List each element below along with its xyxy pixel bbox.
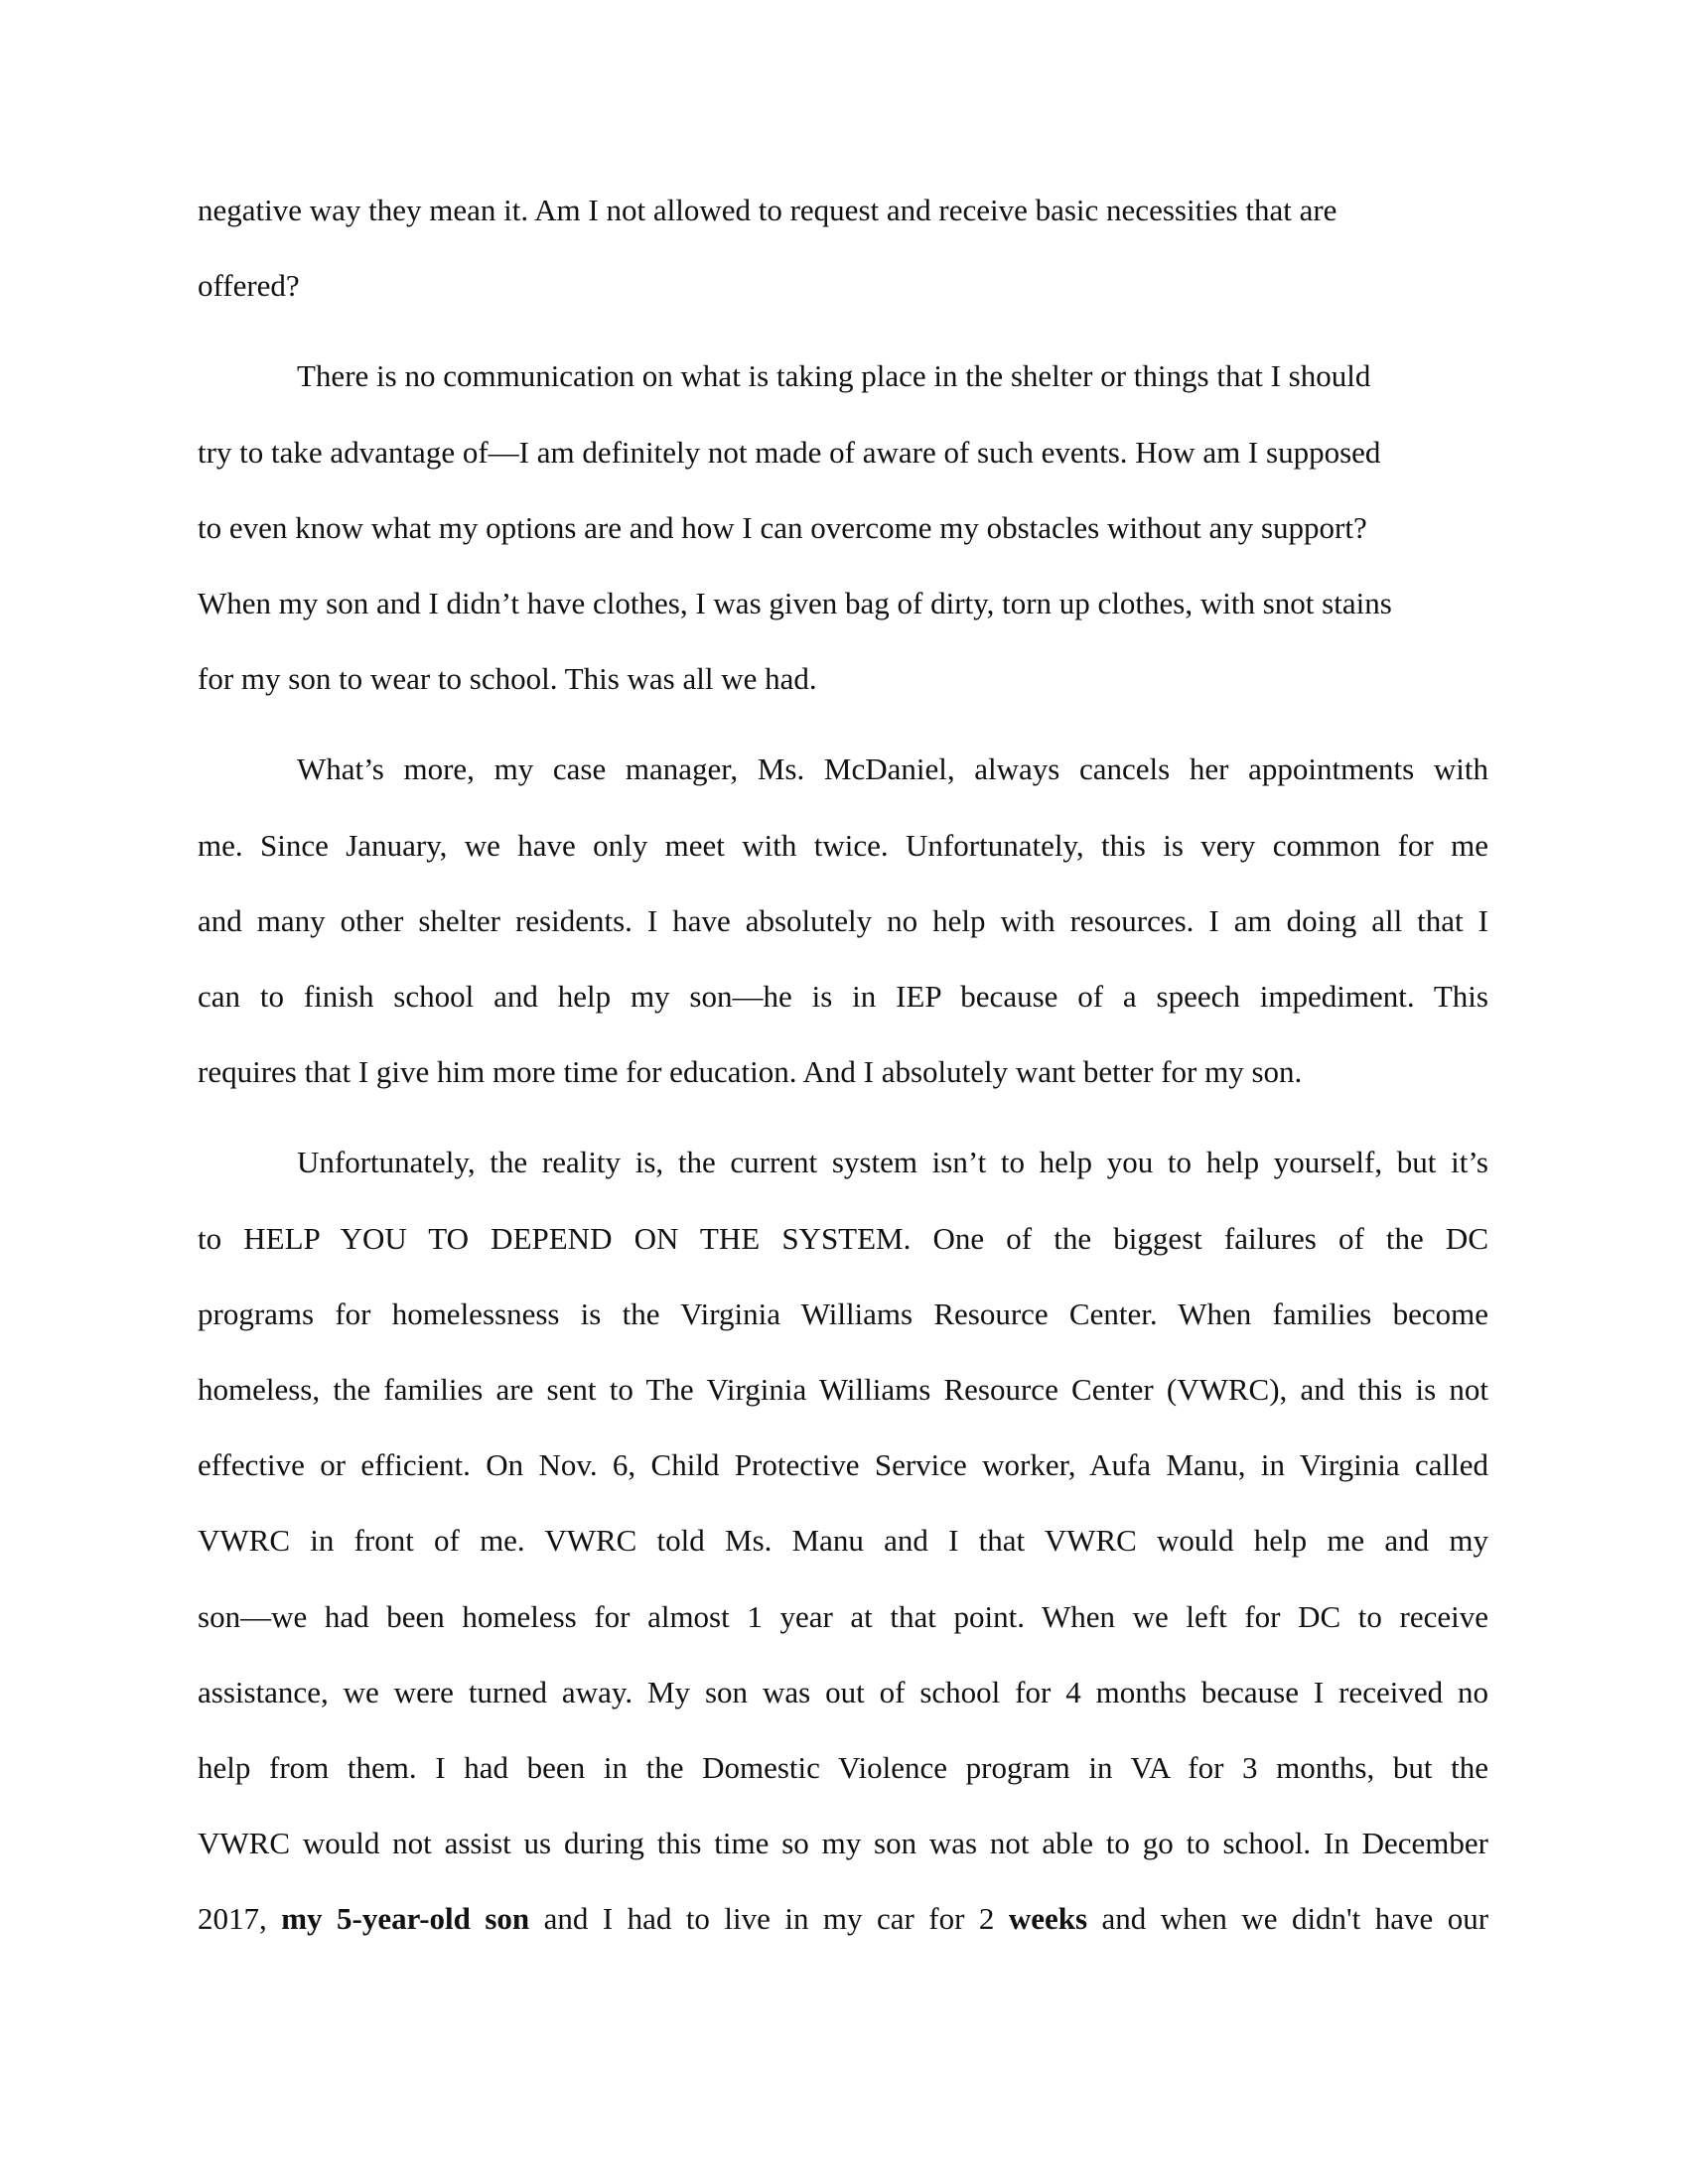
text-line: can to finish school and help my son—he is in IEP because of a speech impediment. This bbox=[198, 979, 1488, 1014]
bold-text: weeks bbox=[1008, 1901, 1088, 1937]
text-line: negative way they mean it. Am I not allowed to request and receive basic necessities that are bbox=[198, 193, 1337, 227]
text-line: to HELP YOU TO DEPEND ON THE SYSTEM. One of the biggest failures of the DC bbox=[198, 1220, 1488, 1256]
text-line: effective or efficient. On Nov. 6, Child Protective Service worker, Aufa Manu, in Virginia called bbox=[198, 1447, 1488, 1483]
text-line: me. Since January, we have only meet with twice. Unfortunately, this is very common for me bbox=[198, 827, 1488, 863]
text-line: requires that I give him more time for education. And I absolutely want better for my son. bbox=[198, 1054, 1303, 1090]
text-line: When my son and I didn’t have clothes, I was given bag of dirty, torn up clothes, with snot stains bbox=[198, 586, 1392, 620]
text-line: son—we had been homeless for almost 1 year at that point. When we left for DC to receive bbox=[198, 1598, 1488, 1634]
text-line: assistance, we were turned away. My son was out of school for 4 months because I received no bbox=[198, 1674, 1488, 1709]
text-line: offered? bbox=[198, 268, 300, 304]
text-line: and many other shelter residents. I have absolutely no help with resources. I am doing all that I bbox=[198, 902, 1488, 938]
text-line: to even know what my options are and how I can overcome my obstacles without any support? bbox=[198, 509, 1367, 545]
text-line: for my son to wear to school. This was all we had. bbox=[198, 661, 817, 697]
text-line: programs for homelessness is the Virginia Williams Resource Center. When families become bbox=[198, 1296, 1488, 1331]
text-line: VWRC would not assist us during this time so my son was not able to go to school. In December bbox=[198, 1826, 1488, 1861]
text-run: and I had to live in my car for 2 bbox=[529, 1901, 1009, 1937]
text-run: and when we didn't have our bbox=[1087, 1901, 1489, 1937]
text-line: homeless, the families are sent to The Virginia Williams Resource Center (VWRC), and this is not bbox=[198, 1372, 1488, 1407]
text-line bbox=[198, 1903, 1488, 1979]
text-line: Unfortunately, the reality is, the current system isn’t to help you to help yourself, but it’s bbox=[297, 1145, 1488, 1180]
bold-text: my 5-year-old son bbox=[281, 1901, 530, 1937]
text-line: VWRC in front of me. VWRC told Ms. Manu and I that VWRC would help me and my bbox=[198, 1523, 1488, 1559]
text-line: try to take advantage of—I am definitely not made of aware of such events. How am I supposed bbox=[198, 434, 1381, 470]
text-line: There is no communication on what is taking place in the shelter or things that I should bbox=[297, 358, 1371, 394]
text-line: help from them. I had been in the Domestic Violence program in VA for 3 months, but the bbox=[198, 1750, 1488, 1785]
text-run: 2017, bbox=[198, 1901, 282, 1937]
text-line: What’s more, my case manager, Ms. McDaniel, always cancels her appointments with bbox=[297, 751, 1488, 787]
